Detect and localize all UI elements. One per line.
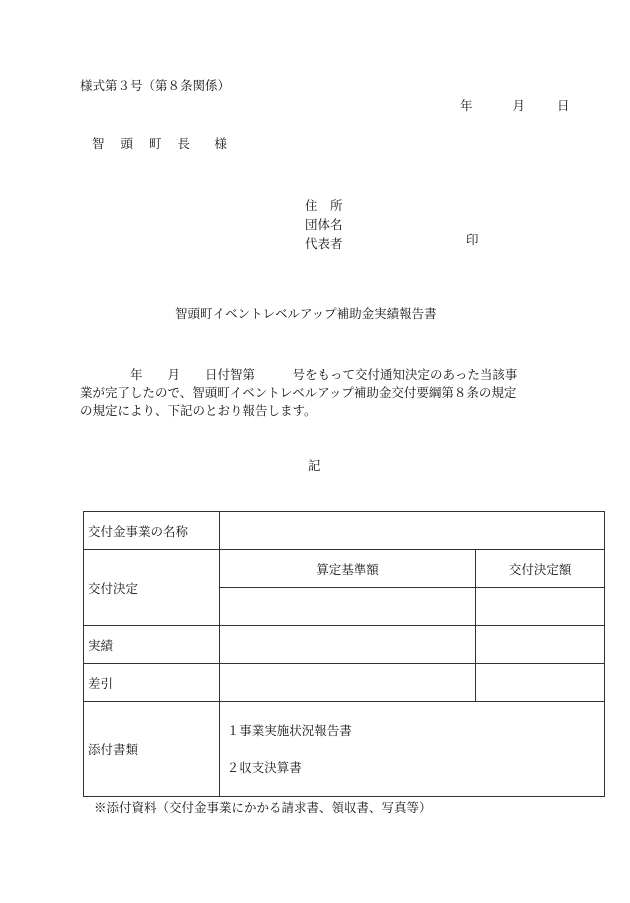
attachments-list [219, 702, 604, 797]
body-line-2: 業が完了したので、智頭町イベントレベルアップ補助金交付要綱第８条の規定 [80, 385, 517, 400]
table-row-result [84, 626, 605, 664]
date-month: 月 [512, 98, 526, 113]
body-line-1: 年 月 日付智第 号をもって交付通知決定のあった当該事 [80, 367, 518, 382]
document-title: 智頭町イベントレベルアップ補助金実績報告書 [175, 306, 437, 321]
attachment-item-1: １事業実施状況報告書 [226, 723, 352, 738]
result-standard-value[interactable] [219, 626, 475, 664]
standard-amount-value[interactable] [219, 588, 475, 626]
result-label: 実績 [84, 626, 220, 664]
ki-heading: 記 [308, 458, 321, 473]
difference-label: 差引 [84, 664, 220, 702]
result-decision-value[interactable] [476, 626, 605, 664]
report-body [80, 366, 560, 420]
project-name-label: 交付金事業の名称 [84, 512, 220, 550]
decision-label: 交付決定 [84, 550, 220, 626]
form-number: 様式第３号（第８条関係） [80, 78, 231, 93]
address-label: 住 所 [305, 198, 343, 213]
table-row-project-name [84, 512, 605, 550]
footnote: ※添付資料（交付金事業にかかる請求書、領収書、写真等） [94, 800, 432, 815]
attachment-item-2: ２収支決算書 [226, 760, 302, 775]
body-line-3: の規定により、下記のとおり報告します。 [80, 403, 317, 418]
difference-decision-value[interactable] [476, 664, 605, 702]
table-row-difference [84, 664, 605, 702]
decision-amount-header: 交付決定額 [476, 550, 605, 588]
addressee: 智 頭 町 長 様 [92, 136, 233, 151]
difference-standard-value[interactable] [219, 664, 475, 702]
standard-amount-header: 算定基準額 [219, 550, 475, 588]
table-row-decision-header [84, 550, 605, 588]
representative-label: 代表者 [305, 236, 343, 251]
date-day: 日 [557, 98, 570, 113]
date-line [460, 100, 570, 113]
applicant-block [305, 196, 343, 253]
decision-amount-value[interactable] [476, 588, 605, 626]
report-table [83, 511, 605, 797]
seal-mark: 印 [466, 232, 479, 247]
table-row-attachments [84, 702, 605, 797]
date-year: 年 [460, 98, 473, 113]
project-name-value[interactable] [219, 512, 604, 550]
attachments-label: 添付書類 [84, 702, 220, 797]
group-name-label: 団体名 [305, 217, 343, 232]
